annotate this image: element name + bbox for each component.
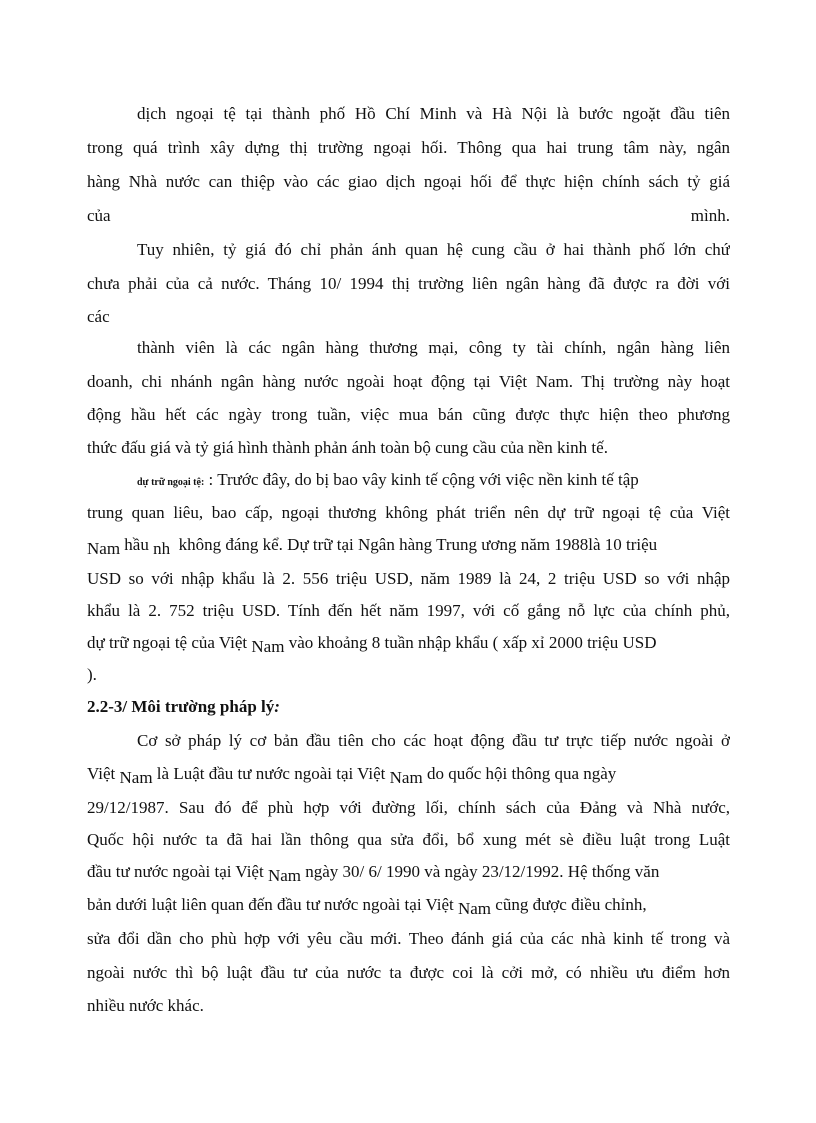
p5-line-3: 29/12/1987. Sau đó để phù hợp với đường lối, chính sách của Đảng và Nhà nước, [87, 798, 730, 817]
p5-line-2-nam1: Nam [119, 768, 153, 787]
section-heading-suffix: : [274, 697, 280, 716]
p3-line-2: doanh, chi nhánh ngân hàng nước ngoài hoạt động tại Việt Nam. Thị trường này hoạt [87, 372, 730, 391]
p4-line-6-b: vào khoảng 8 tuần nhập khẩu ( xấp xỉ 2000 triệu USD [288, 633, 657, 652]
p5-line-2-nam2: Nam [389, 768, 423, 787]
p4-line-2: trung quan liêu, bao cấp, ngoại thương không phát triển nên dự trữ ngoại tệ của Việt [87, 503, 730, 522]
p4-line-7: ). [87, 665, 97, 684]
p5-line-6-a: bản dưới luật liên quan đến đầu tư nước ngoài tại Việt [87, 895, 454, 914]
p4-nam: Nam [87, 539, 121, 558]
p4-line-4: USD so với nhập khẩu là 2. 556 triệu USD, năm 1989 là 24, 2 triệu USD so với nhập [87, 569, 730, 588]
p4-line-3-rest: không đáng kể. Dự trữ tại Ngân hàng Trung ương năm 1988là 10 triệu [178, 535, 658, 554]
p2-line-1: Tuy nhiên, tỷ giá đó chỉ phản ánh quan hệ cung cầu ở hai thành phố lớn chứ [137, 240, 730, 259]
p2-line-2: chưa phải của cả nước. Tháng 10/ 1994 thị trường liên ngân hàng đã được ra đời với [87, 274, 730, 293]
p4-line-5: khẩu là 2. 752 triệu USD. Tính đến hết năm 1997, với cố gắng nỗ lực của chính phủ, [87, 601, 730, 620]
p1-line-4-left: của [87, 206, 111, 225]
p5-line-5-nam: Nam [267, 866, 301, 885]
p5-line-9: nhiều nước khác. [87, 996, 204, 1015]
p4-line-1-rest: : Trước đây, do bị bao vây kinh tế cộng với việc nền kinh tế tập [208, 470, 639, 489]
p5-line-2-a: Việt [87, 764, 116, 783]
p3-line-1: thành viên là các ngân hàng thương mại, công ty tài chính, ngân hàng liên [137, 338, 730, 357]
p4-line-6-a: dự trữ ngoại tệ của Việt [87, 633, 248, 652]
p5-line-6-b: cũng được điều chỉnh, [495, 895, 647, 914]
p5-line-6 [87, 895, 730, 918]
p4-line-3 [87, 535, 730, 558]
p5-line-7: sửa đổi dần cho phù hợp với yêu cầu mới. Theo đánh giá của các nhà kinh tế trong và [87, 929, 730, 948]
p5-line-5-a: đầu tư nước ngoài tại Việt [87, 862, 264, 881]
p5-line-5-b: ngày 30/ 6/ 1990 và ngày 23/12/1992. Hệ thống văn [305, 862, 660, 881]
section-heading-text: 2.2-3/ Môi trường pháp lý [87, 697, 275, 716]
p4-line-6 [87, 633, 730, 656]
p4-line-1 [137, 470, 730, 490]
p4-hau: hầu [124, 535, 149, 554]
p3-line-3: động hầu hết các ngày trong tuần, việc mua bán cũng được thực hiện theo phương [87, 405, 730, 424]
p5-line-6-nam: Nam [457, 899, 492, 918]
p1-line-4-right: mình. [690, 206, 730, 225]
p4-line-6-nam: Nam [251, 637, 285, 656]
reserve-label: dự trữ ngoại tệ: [137, 477, 205, 488]
p5-line-2-c: do quốc hội thông qua ngày [426, 764, 617, 783]
p5-line-2 [87, 764, 730, 787]
p1-line-2: trong quá trình xây dựng thị trường ngoại hối. Thông qua hai trung tâm này, ngân [87, 138, 730, 157]
p5-line-5 [87, 862, 730, 885]
section-heading [87, 697, 730, 717]
p5-line-4: Quốc hội nước ta đã hai lần thông qua sửa đổi, bổ xung mét sè điều luật trong Luật [87, 830, 730, 849]
p1-line-1: dịch ngoại tệ tại thành phố Hồ Chí Minh và Hà Nội là bước ngoặt đầu tiên [137, 104, 730, 123]
p2-line-3: các [87, 307, 110, 326]
p5-line-2-b: là Luật đầu tư nước ngoài tại Việt [156, 764, 386, 783]
p1-line-3: hàng Nhà nước can thiệp vào các giao dịch ngoại hối để thực hiện chính sách tỷ giá [87, 172, 730, 191]
p4-nh: nh [153, 539, 171, 558]
p1-line-4 [87, 206, 730, 226]
p5-line-1: Cơ sở pháp lý cơ bản đầu tiên cho các hoạt động đầu tư trực tiếp nước ngoài ở [137, 731, 730, 750]
p3-line-4: thức đấu giá và tỷ giá hình thành phản ánh toàn bộ cung cầu của nền kinh tế. [87, 438, 608, 457]
p5-line-8: ngoài nước thì bộ luật đầu tư của nước ta được coi là cởi mở, có nhiều ưu điểm hơn [87, 963, 730, 982]
